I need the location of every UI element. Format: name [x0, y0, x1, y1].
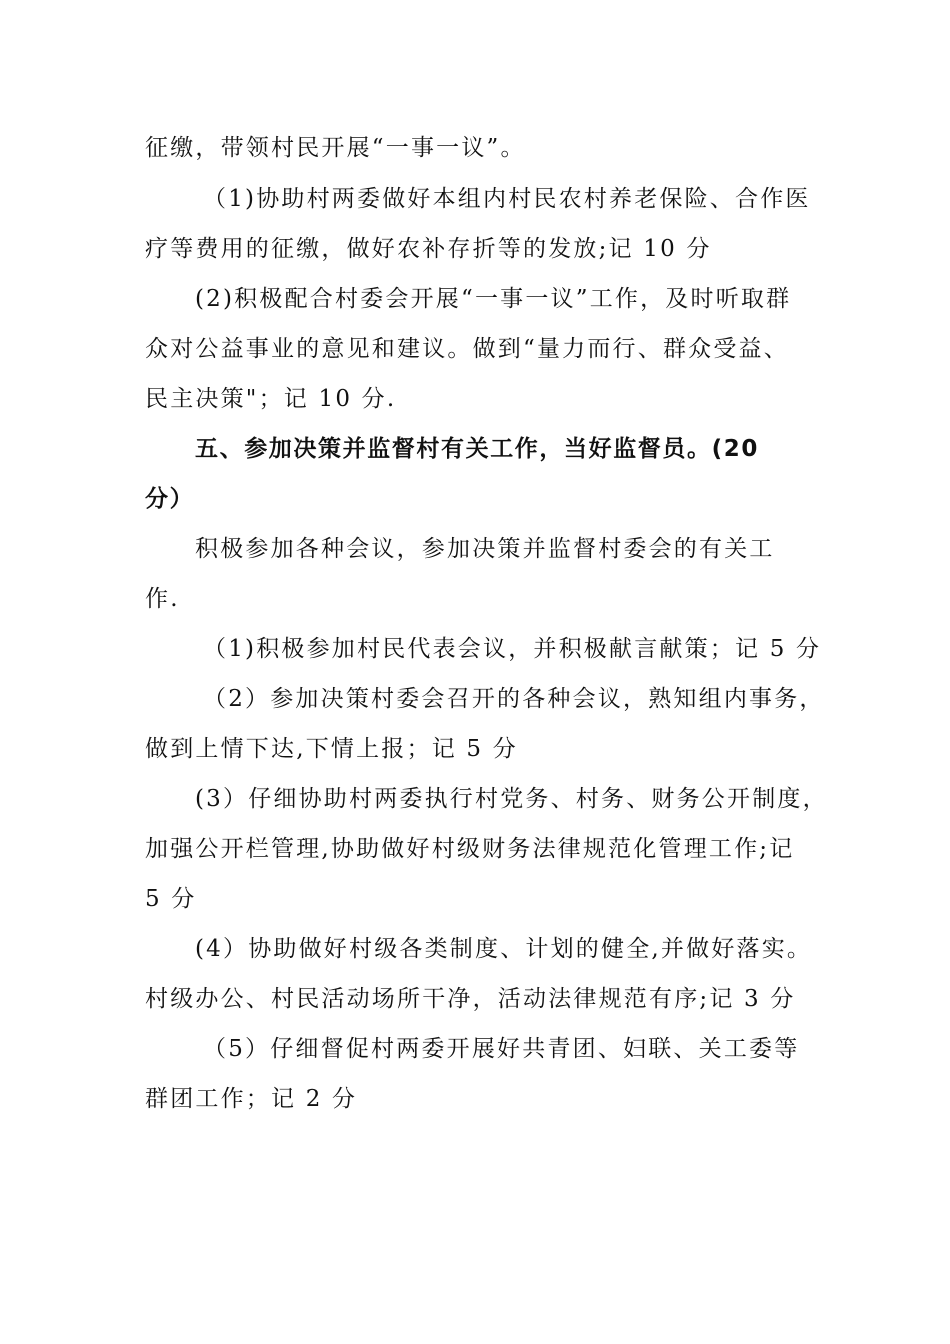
text-line: （5）仔细督促村两委开展好共青团、妇联、关工委等 — [203, 1036, 800, 1062]
section-heading: 五、参加决策并监督村有关工作，当好监督员。(20 — [195, 436, 759, 462]
text-line: 积极参加各种会议，参加决策并监督村委会的有关工 — [195, 536, 775, 562]
text-line: 做到上情下达,下情上报；记 5 分 — [145, 736, 518, 762]
text-line: 征缴，带领村民开展“一事一议”。 — [145, 135, 526, 161]
text-line: 疗等费用的征缴，做好农补存折等的发放;记 10 分 — [145, 236, 712, 262]
text-line: 5 分 — [145, 886, 197, 912]
text-line: （1)协助村两委做好本组内村民农村养老保险、合作医 — [203, 186, 811, 212]
text-line: (3）仔细协助村两委执行村党务、村务、财务公开制度， — [195, 786, 828, 812]
section-heading-continued: 分） — [145, 486, 195, 512]
text-line: 作. — [145, 586, 180, 612]
text-line: (2)积极配合村委会开展“一事一议”工作，及时听取群 — [195, 286, 792, 312]
text-line: （1)积极参加村民代表会议，并积极献言献策；记 5 分 — [203, 636, 822, 662]
text-line: 众对公益事业的意见和建议。做到“量力而行、群众受益、 — [145, 336, 789, 362]
text-line: 民主决策"；记 10 分. — [145, 386, 397, 412]
text-line: 群团工作；记 2 分 — [145, 1086, 358, 1112]
text-line: (4）协助做好村级各类制度、计划的健全,并做好落实。 — [195, 936, 813, 962]
text-line: （2）参加决策村委会召开的各种会议，熟知组内事务， — [203, 686, 825, 712]
text-line: 加强公开栏管理,协助做好村级财务法律规范化管理工作;记 — [145, 836, 795, 862]
text-line: 村级办公、村民活动场所干净，活动法律规范有序;记 3 分 — [145, 986, 796, 1012]
